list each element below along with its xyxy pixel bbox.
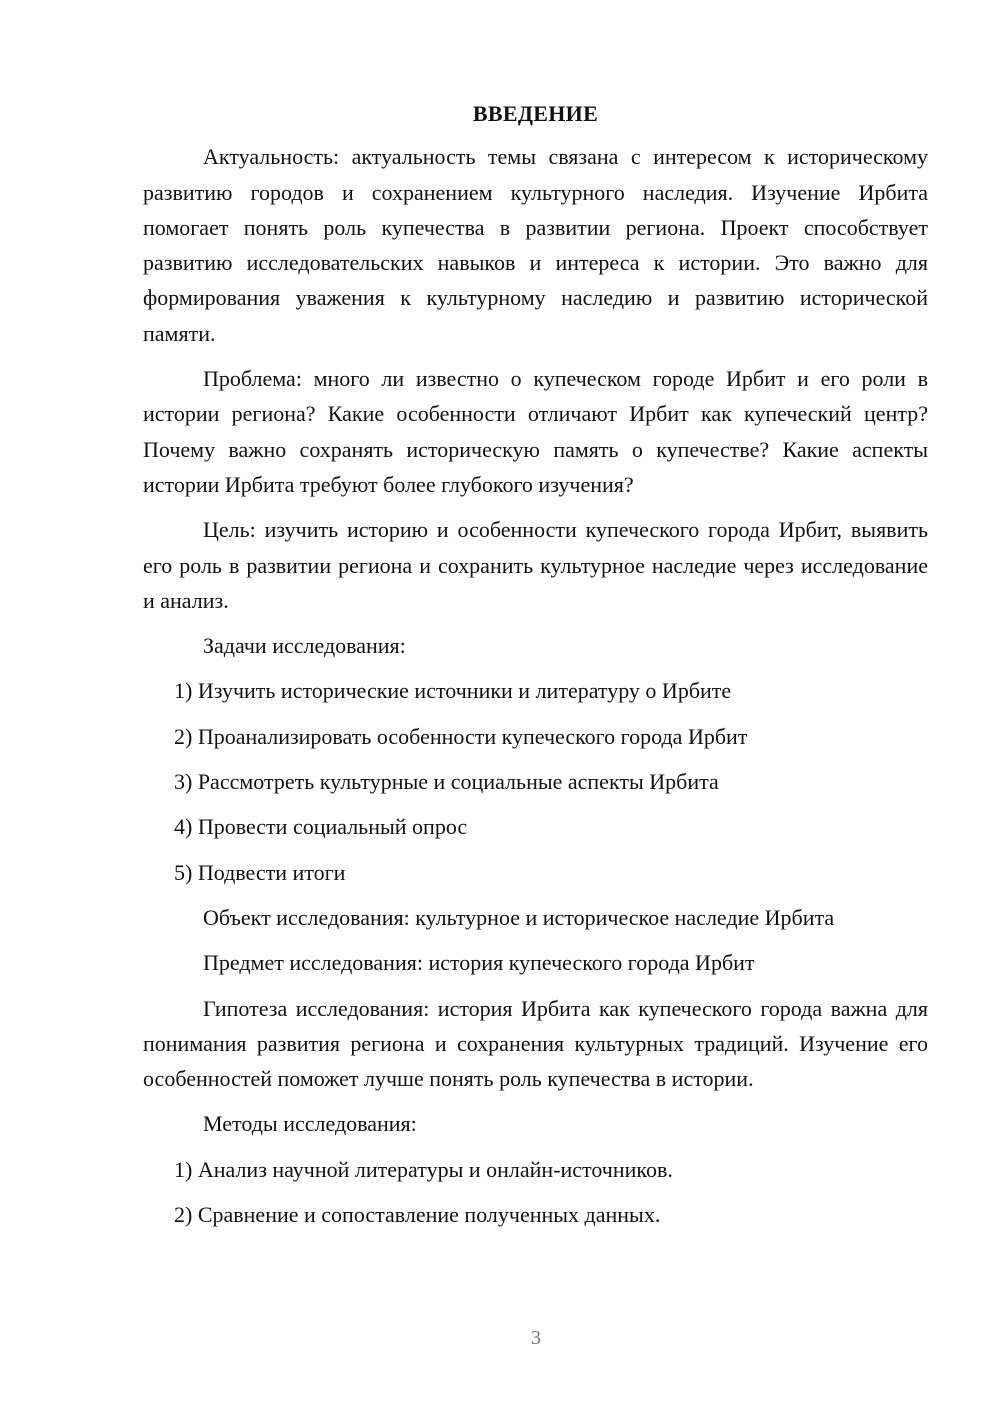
problem-paragraph: Проблема: много ли известно о купеческом городе Ирбит и его роли в истории региона? Какие особенности отличают Ирбит как купеческий центр? Почему важно сохранять историческую память о купечестве? Какие аспекты истории Ирбита требуют более глубокого изучения? [143,366,928,497]
task-item: 2) Проанализировать особенности купеческого города Ирбит [174,723,748,749]
subject-line: Предмет исследования: история купеческого города Ирбит [203,950,755,976]
tasks-list [143,673,928,889]
document-page [143,96,928,1242]
hypothesis-paragraph: Гипотеза исследования: история Ирбита как купеческого города важна для понимания развития региона и сохранения культурных традиций. Изучение его особенностей поможет лучше понять роль купечества в истории. [143,995,928,1092]
tasks-heading: Задачи исследования: [203,633,406,659]
methods-heading: Методы исследования: [203,1111,417,1137]
task-item: 3) Рассмотреть культурные и социальные аспекты Ирбита [174,769,719,795]
method-item: 1) Анализ научной литературы и онлайн-источников. [174,1156,673,1182]
method-item: 2) Сравнение и сопоставление полученных данных. [174,1202,661,1228]
goal-paragraph: Цель: изучить историю и особенности купеческого города Ирбит, выявить его роль в развитии региона и сохранить культурное наследие через исследование и анализ. [143,517,928,613]
methods-list [143,1152,928,1233]
page-number: 3 [531,1327,541,1349]
task-item: 4) Провести социальный опрос [174,814,468,840]
task-item: 1) Изучить исторические источники и литературу о Ирбите [174,678,732,704]
object-line: Объект исследования: культурное и историческое наследие Ирбита [203,904,835,930]
task-item: 5) Подвести итоги [174,859,346,885]
relevance-paragraph: Актуальность: актуальность темы связана с интересом к историческому развитию городов и сохранением культурного наследия. Изучение Ирбита помогает понять роль купечества в развитии региона. Проект способствует развитию исследовательских навыков и интереса к истории. Это важно для формирования уважения к культурному наследию и развитию исторической памяти. [143,144,928,346]
section-title: ВВЕДЕНИЕ [472,101,599,126]
